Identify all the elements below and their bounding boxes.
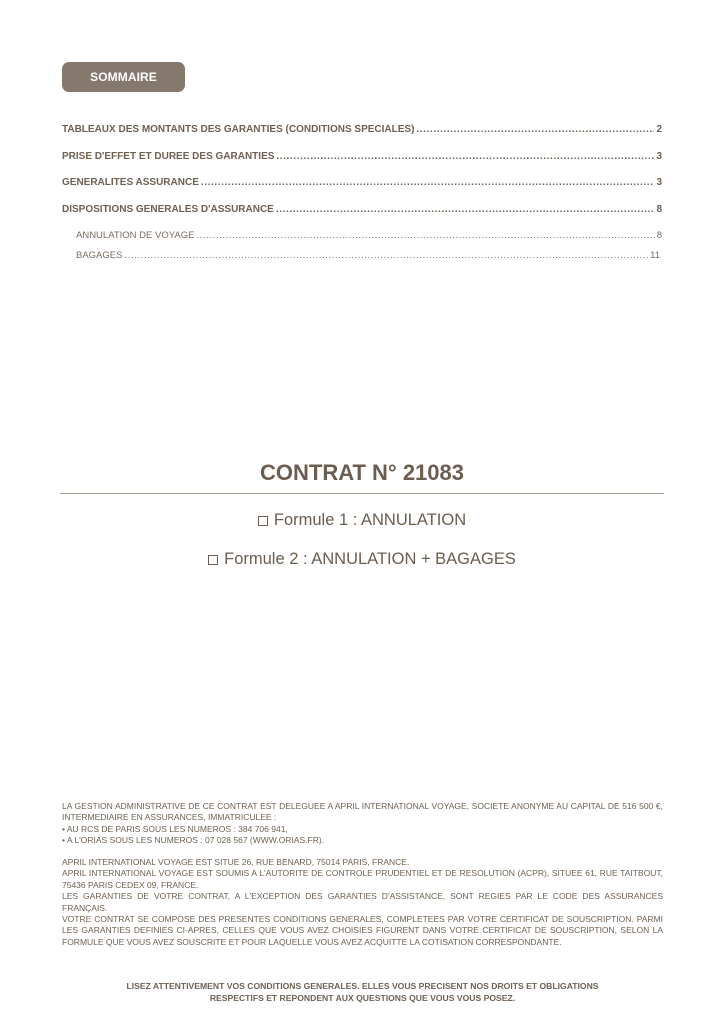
legal-bullet: • AU RCS DE PARIS SOUS LES NUMEROS : 384 706 941, [62,823,288,834]
legal-paragraph: LES GARANTIES DE VOTRE CONTRAT, A L'EXCEPTION DES GARANTIES D'ASSISTANCE, SONT REGIES PAR LE CODE DES ASSURANCES FRANÇAIS. [62,891,663,913]
legal-paragraph: LA GESTION ADMINISTRATIVE DE CE CONTRAT EST DELEGUEE A APRIL INTERNATIONAL VOYAGE, SOCIETE ANONYME AU CAPITAL DE 516 500 €, INTERMEDIAIRE EN ASSURANCES, IMMATRICULEE : [62,801,663,823]
footer-notice [62,981,663,1004]
toc-entry[interactable] [62,177,662,188]
legal-paragraph: VOTRE CONTRAT SE COMPOSE DES PRESENTES CONDITIONS GENERALES, COMPLETEES PAR VOTRE CERTIFICAT DE SOUSCRIPTION. PARMI LES GARANTIES DEFINIES CI-APRES, CELLES QUE VOUS AVEZ CHOISIES FIGURENT DANS VOTRE CERTIFICAT DE SOUSCRIPTION, SELON LA FORMULE QUE VOUS AVEZ SOUSCRITE ET POUR LAQUELLE VOUS AVEZ ACQUITTE LA COTISATION CORRESPONDANTE. [62,914,663,947]
contract-title: CONTRAT N° 21083 [260,460,464,485]
legal-paragraph: APRIL INTERNATIONAL VOYAGE EST SITUE 26, RUE BENARD, 75014 PARIS, FRANCE. [62,857,410,867]
legal-block-delegation [62,801,663,847]
checkbox-icon[interactable] [208,555,218,565]
toc-entry[interactable] [62,151,662,162]
summary-badge: SOMMAIRE [62,62,185,92]
toc-leader [124,250,648,261]
checkbox-icon[interactable] [258,516,268,526]
toc-entry-label: BAGAGES [76,250,123,261]
formula-1-label: Formule 1 : ANNULATION [273,511,467,529]
toc-entry[interactable] [62,204,662,215]
toc-entry-page: 3 [656,151,662,162]
toc-entry[interactable] [62,124,662,135]
toc-entry-label: ANNULATION DE VOYAGE [76,230,195,241]
toc-entry-label: GENERALITES ASSURANCE [62,177,199,188]
toc-leader [201,177,655,188]
toc-entry-page: 11 [650,250,660,261]
legal-paragraph: APRIL INTERNATIONAL VOYAGE EST SOUMIS A L'AUTORITE DE CONTROLE PRUDENTIEL ET DE RESOLUTION (ACPR), SITUEE 61, RUE TAITBOUT, 75436 PARIS CEDEX 09, FRANCE. [62,868,663,890]
toc-leader [196,230,654,241]
toc-entry-label: DISPOSITIONS GENERALES D'ASSURANCE [62,204,274,215]
toc-entry-page: 2 [656,124,662,135]
footer-notice-line: LISEZ ATTENTIVEMENT VOS CONDITIONS GENERALES. ELLES VOUS PRECISENT NOS DROITS ET OBLIGATIONS [126,981,599,991]
toc-subentry[interactable] [76,250,660,261]
legal-bullet: • A L'ORIAS SOUS LES NUMEROS : 07 028 567 (WWW.ORIAS.FR). [62,835,325,846]
legal-block-company [62,857,663,948]
toc-leader [276,204,655,215]
toc-leader [276,151,654,162]
toc-entry-page: 8 [656,204,662,215]
formula-1-option[interactable] [0,511,724,530]
toc-entry-page: 3 [656,177,662,188]
formula-2-label: Formule 2 : ANNULATION + BAGAGES [224,550,516,568]
toc-entry-label: PRISE D'EFFET ET DUREE DES GARANTIES [62,151,275,162]
toc-entry-page: 8 [656,230,662,241]
footer-notice-line: RESPECTIFS ET REPONDENT AUX QUESTIONS QUE VOUS VOUS POSEZ. [209,992,516,1003]
toc-leader [416,124,654,135]
toc-entry-label: TABLEAUX DES MONTANTS DES GARANTIES (CONDITIONS SPECIALES) [62,124,415,135]
formula-2-option[interactable] [0,550,724,569]
title-divider [60,493,664,494]
toc-subentry[interactable] [76,230,662,241]
